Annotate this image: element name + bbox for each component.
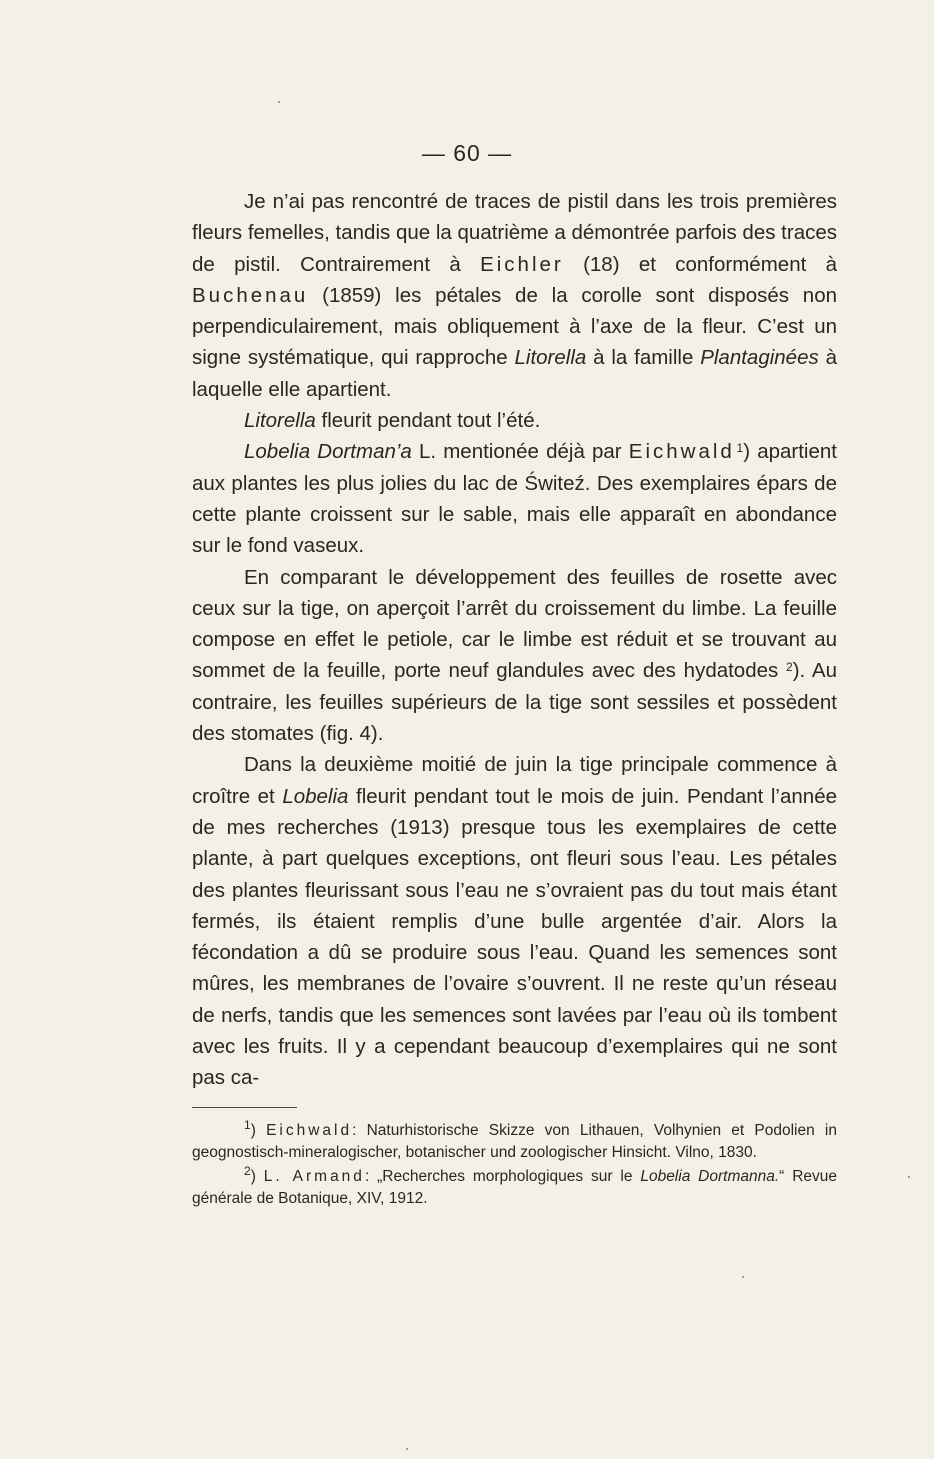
footnote-author: L. Armand (263, 1168, 365, 1185)
body-text (192, 186, 837, 1094)
taxon-name: Plantaginées (700, 346, 819, 370)
paper-speck (908, 1176, 910, 1178)
paper-speck (406, 1448, 408, 1450)
paper-speck (278, 101, 280, 103)
paragraph-5: Dans la deuxième moitié de juin la tige principale commence à croître et Lobelia fleurit pendant tout le mois de juin. Pendant l’année de mes recherches (1913) presque tous les exemplaires de cette plante, à part quelques exceptions, ont fleuri sous l’eau. Les pétales des plantes fleurissant sous l’eau ne s’ovraient pas du tout mais étant fermés, ils étaient remplis d’une bulle argentée d’air. Alors la fécondation a dû se produire sous l’eau. Quand les semences sont mûres, les membranes de l’ovaire s’ouvrent. Il ne reste qu’un réseau de nerfs, tandis que les semences sont lavées par l’eau où ils tombent avec les fruits. Il y a cependant beaucoup d’exemplaires qui ne sont pas ca- (192, 753, 837, 1090)
taxon-name: Litorella (244, 409, 316, 433)
author-name: Eichler (480, 252, 564, 276)
page-number: — 60 — (421, 140, 513, 166)
footnote-1: $^1$) Eichwald: Naturhistorische Skizze von Lithauen, Volhynien et Podolien in geognostisch-mineralogischer, botanischer und zoologischer Hinsicht. Vilno, 1830. (192, 1118, 837, 1161)
footnote-ref: 2 (786, 660, 793, 675)
taxon-name: Lobelia Dortman’a (244, 440, 412, 464)
footnote-mark: 1 (244, 1118, 251, 1132)
taxon-name: Lobelia (282, 784, 349, 808)
paragraph-4: En comparant le développement des feuilles de rosette avec ceux sur la tige, on aperçoit l’arrêt du croissement du limbe. La feuille compose en effet le petiole, car le limbe est réduit et se trouvant au sommet de la feuille, porte neuf glandules avec des hydatodes $^2$). Au contraire, les feuilles supérieurs de la tige sont sessiles et possèdent des stomates (fig. 4). (192, 565, 837, 746)
footnotes (192, 1120, 837, 1212)
footnote-divider (192, 1107, 297, 1108)
paper-speck (742, 1276, 744, 1278)
footnote-2: $^2$) L. Armand: „Recherches morphologiques sur le Lobelia Dortmanna.“ Revue générale de Botanique, XIV, 1912. (192, 1164, 838, 1207)
paragraph-1: Je n’ai pas rencontré de traces de pistil dans les trois premières fleurs femelles, tandis que la quatrième a démontrée parfois des traces de pistil. Contrairement à Eichler (18) et conformément à Buchenau (1859) les pétales de la corolle sont disposés non perpendiculairement, mais obliquement à l’axe de la fleur. C’est un signe systématique, qui rapproche Litorella à la famille Plantaginées à laquelle elle apartient. (192, 190, 838, 401)
author-name: Buchenau (192, 283, 309, 307)
paragraph-3: Lobelia Dortman’a L. mentionée déjà par Eichwald $^1$) apartient aux plantes les plus jolies du lac de Świteź. Des exemplaires épars de cette plante croissent sur le sable, mais elle apparaît en abondance sur le fond vaseux. (192, 440, 837, 558)
footnote-author: Eichwald (266, 1122, 353, 1139)
footnote-mark: 2 (244, 1164, 251, 1178)
author-name: Eichwald (628, 440, 735, 464)
footnote-ref: 1 (736, 441, 744, 456)
taxon-name: Lobelia Dortmanna. (640, 1168, 780, 1185)
taxon-name: Litorella (514, 346, 587, 370)
paragraph-2: Litorella fleurit pendant tout l’été. (244, 409, 541, 433)
